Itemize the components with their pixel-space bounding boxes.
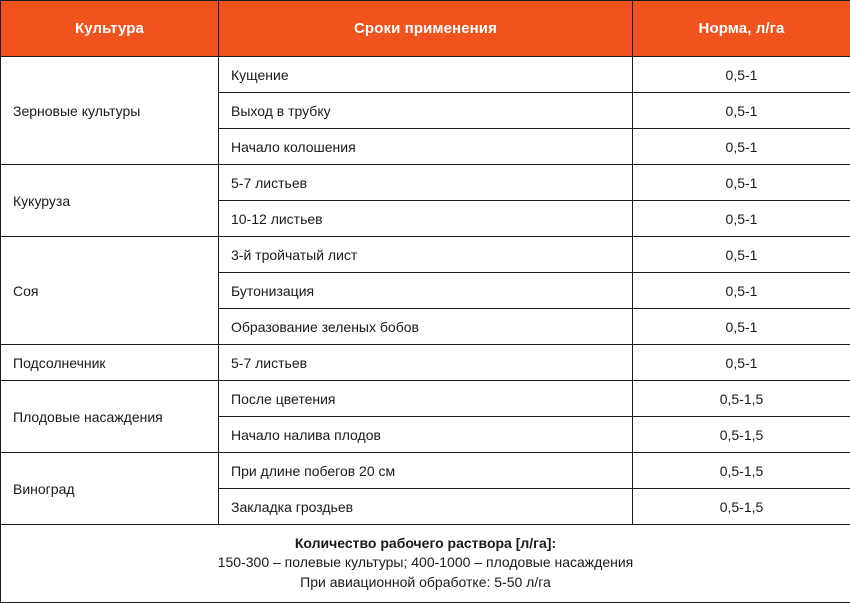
footer-row	[1, 525, 850, 603]
cell-rate: 0,5-1,5	[633, 489, 850, 525]
cell-rate: 0,5-1,5	[633, 417, 850, 453]
working-solution-title: Количество рабочего раствора [л/га]:	[294, 535, 557, 551]
cell-rate: 0,5-1,5	[633, 381, 850, 417]
cell-application-timing: Закладка гроздьев	[219, 489, 633, 525]
cell-rate: 0,5-1	[633, 93, 850, 129]
cell-rate: 0,5-1	[633, 273, 850, 309]
cell-application-timing: Кущение	[219, 57, 633, 93]
cell-crop: Соя	[1, 237, 219, 345]
cell-application-timing: Бутонизация	[219, 273, 633, 309]
table-row	[1, 165, 850, 201]
cell-crop: Подсолнечник	[1, 345, 219, 381]
cell-application-timing: 5-7 листьев	[219, 345, 633, 381]
table-row	[1, 345, 850, 381]
cell-application-timing: 5-7 листьев	[219, 165, 633, 201]
column-header-rate: Норма, л/га	[633, 1, 850, 57]
cell-crop: Виноград	[1, 453, 219, 525]
table-header	[1, 1, 850, 57]
cell-rate: 0,5-1	[633, 345, 850, 381]
table-row	[1, 57, 850, 93]
table-row	[1, 381, 850, 417]
cell-crop: Кукуруза	[1, 165, 219, 237]
cell-application-timing: Образование зеленых бобов	[219, 309, 633, 345]
cell-application-timing: При длине побегов 20 см	[219, 453, 633, 489]
cell-application-timing: Начало налива плодов	[219, 417, 633, 453]
table-row	[1, 237, 850, 273]
cell-application-timing: Выход в трубку	[219, 93, 633, 129]
cell-rate: 0,5-1	[633, 165, 850, 201]
working-solution-line-1: 150-300 – полевые культуры; 400-1000 – плодовые насаждения	[217, 554, 634, 571]
table-body	[1, 57, 850, 525]
table-footer	[1, 525, 850, 603]
cell-application-timing: Начало колошения	[219, 129, 633, 165]
cell-rate: 0,5-1	[633, 201, 850, 237]
cell-application-timing: После цветения	[219, 381, 633, 417]
cell-rate: 0,5-1	[633, 57, 850, 93]
cell-rate: 0,5-1	[633, 309, 850, 345]
cell-application-timing: 10-12 листьев	[219, 201, 633, 237]
table-header-row	[1, 1, 850, 57]
cell-rate: 0,5-1	[633, 129, 850, 165]
cell-rate: 0,5-1,5	[633, 453, 850, 489]
cell-crop: Зерновые культуры	[1, 57, 219, 165]
working-solution-note	[1, 525, 850, 603]
cell-application-timing: 3-й тройчатый лист	[219, 237, 633, 273]
column-header-crop: Культура	[1, 1, 219, 57]
working-solution-line-2: При авиационной обработке: 5-50 л/га	[300, 573, 551, 590]
cell-crop: Плодовые насаждения	[1, 381, 219, 453]
cell-rate: 0,5-1	[633, 237, 850, 273]
table-row	[1, 453, 850, 489]
column-header-application-timing: Сроки применения	[219, 1, 633, 57]
